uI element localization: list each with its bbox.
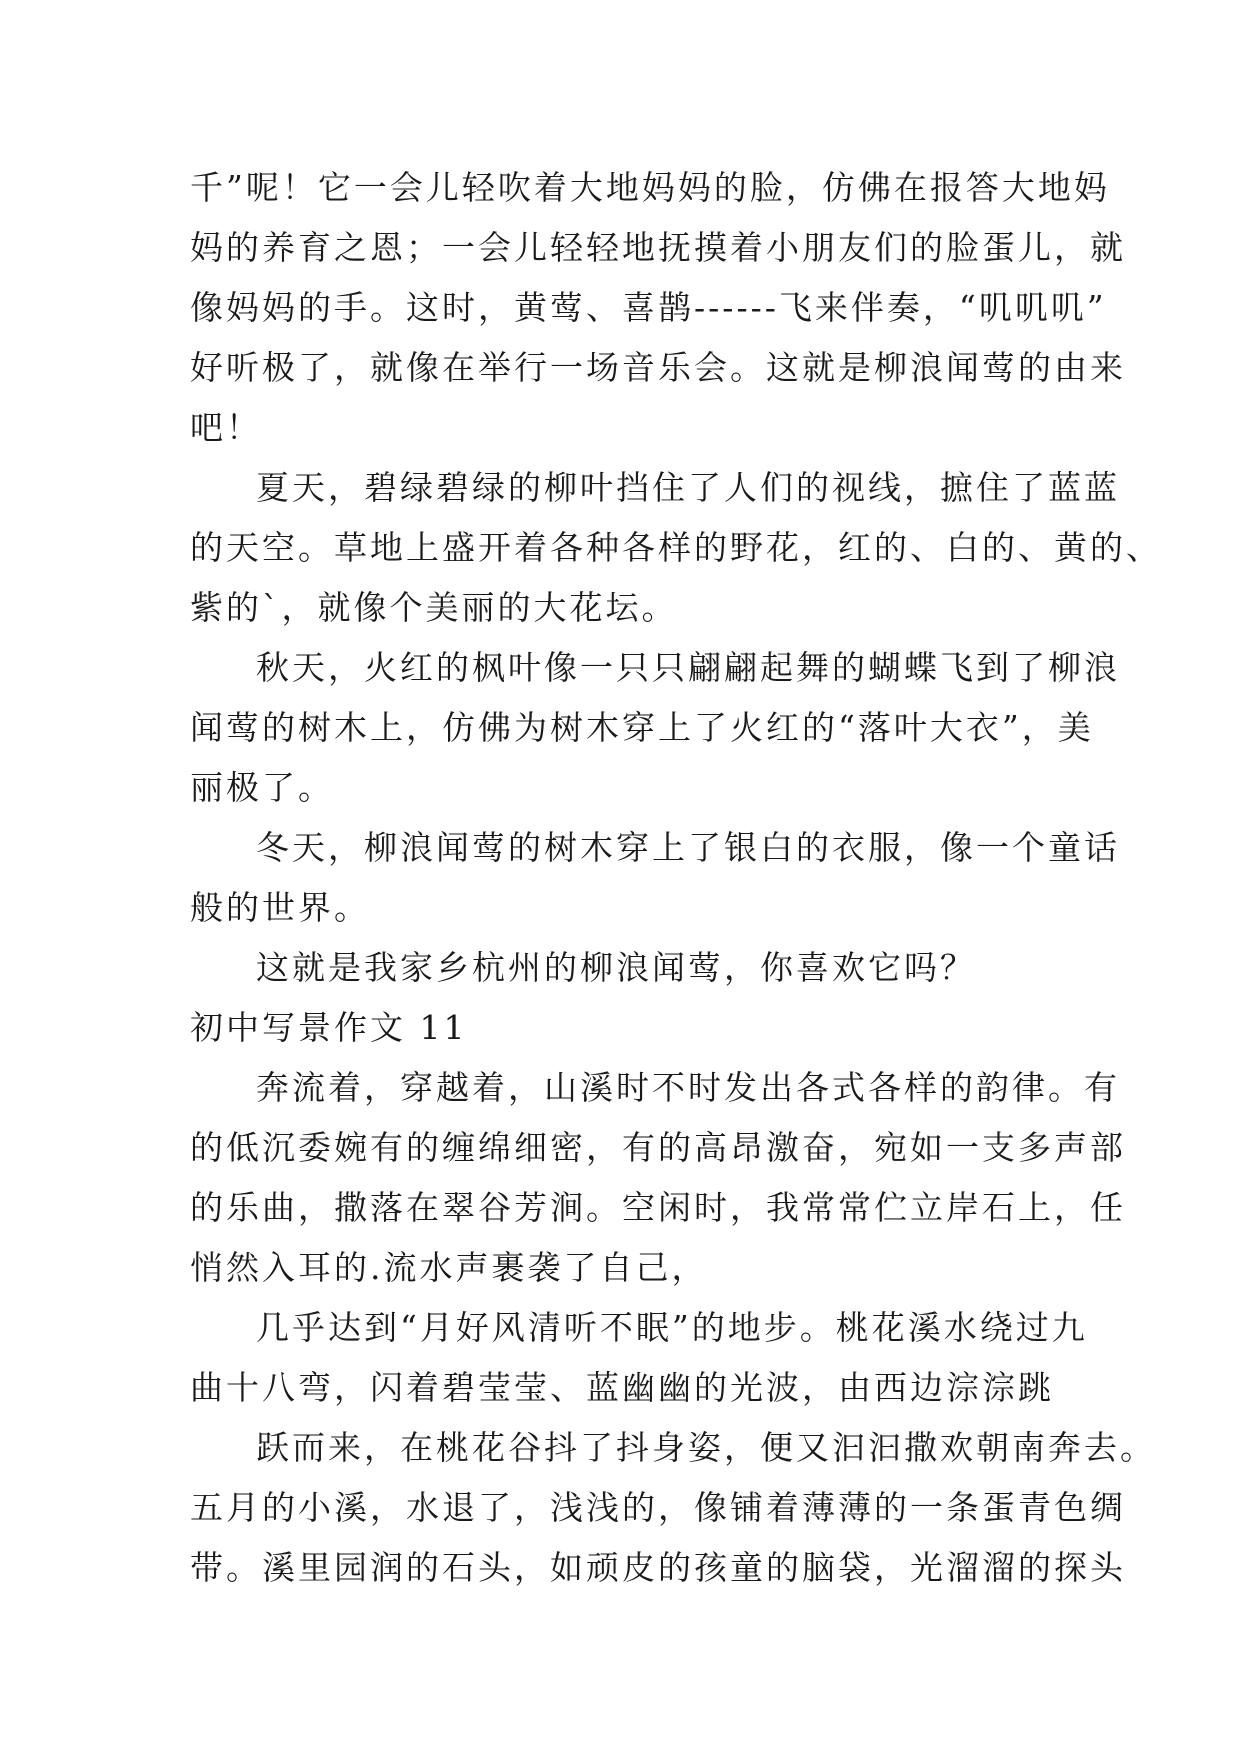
text-line: 紫的`，就像个美丽的大花坛。 [190,588,678,627]
paragraph-start-line: 奔流着，穿越着，山溪时不时发出各式各样的韵律。有 [256,1068,1120,1107]
text-line: 五月的小溪，水退了，浅浅的，像铺着薄薄的一条蛋青色绸 [190,1488,1126,1527]
text-line: 吧！ [190,408,262,447]
paragraph-start-line: 这就是我家乡杭州的柳浪闻莺，你喜欢它吗？ [256,948,976,987]
text-line: 好听极了，就像在举行一场音乐会。这就是柳浪闻莺的由来 [190,348,1126,387]
text-line: 的低沉委婉有的缠绵细密，有的高昂激奋，宛如一支多声部 [190,1128,1126,1167]
text-line: 的天空。草地上盛开着各种各样的野花，红的、白的、黄的、 [190,528,1162,567]
document-body [190,158,1162,1598]
text-line: 带。溪里园润的石头，如顽皮的孩童的脑袋，光溜溜的探头 [190,1548,1126,1587]
paragraph-start-line: 几乎达到“月好风清听不眠”的地步。桃花溪水绕过九 [256,1308,1088,1347]
text-line: 妈的养育之恩；一会儿轻轻地抚摸着小朋友们的脸蛋儿，就 [190,228,1126,267]
text-line: 般的世界。 [190,888,370,927]
section-heading: 初中写景作文 11 [190,1008,468,1047]
paragraph-start-line: 夏天，碧绿碧绿的柳叶挡住了人们的视线，摭住了蓝蓝 [256,468,1120,507]
paragraph-start-line: 跃而来，在桃花谷抖了抖身姿，便又汩汩撒欢朝南奔去。 [256,1428,1156,1467]
text-line: 像妈妈的手。这时，黄莺、喜鹊------飞来伴奏，“叽叽叽” [190,288,1107,327]
text-line: 千”呢！它一会儿轻吹着大地妈妈的脸，仿佛在报答大地妈 [190,168,1110,207]
text-line: 的乐曲，撒落在翠谷芳涧。空闲时，我常常伫立岸石上，任 [190,1188,1126,1227]
text-line: 闻莺的树木上，仿佛为树木穿上了火红的“落叶大衣”，美 [190,708,1094,747]
text-line: 丽极了。 [190,768,334,807]
text-line: 曲十八弯，闪着碧莹莹、蓝幽幽的光波，由西边淙淙跳 [190,1368,1054,1407]
paragraph-start-line: 秋天，火红的枫叶像一只只翩翩起舞的蝴蝶飞到了柳浪 [256,648,1120,687]
paragraph-start-line: 冬天，柳浪闻莺的树木穿上了银白的衣服，像一个童话 [256,828,1120,867]
text-line: 悄然入耳的.流水声裹袭了自己， [190,1248,708,1287]
